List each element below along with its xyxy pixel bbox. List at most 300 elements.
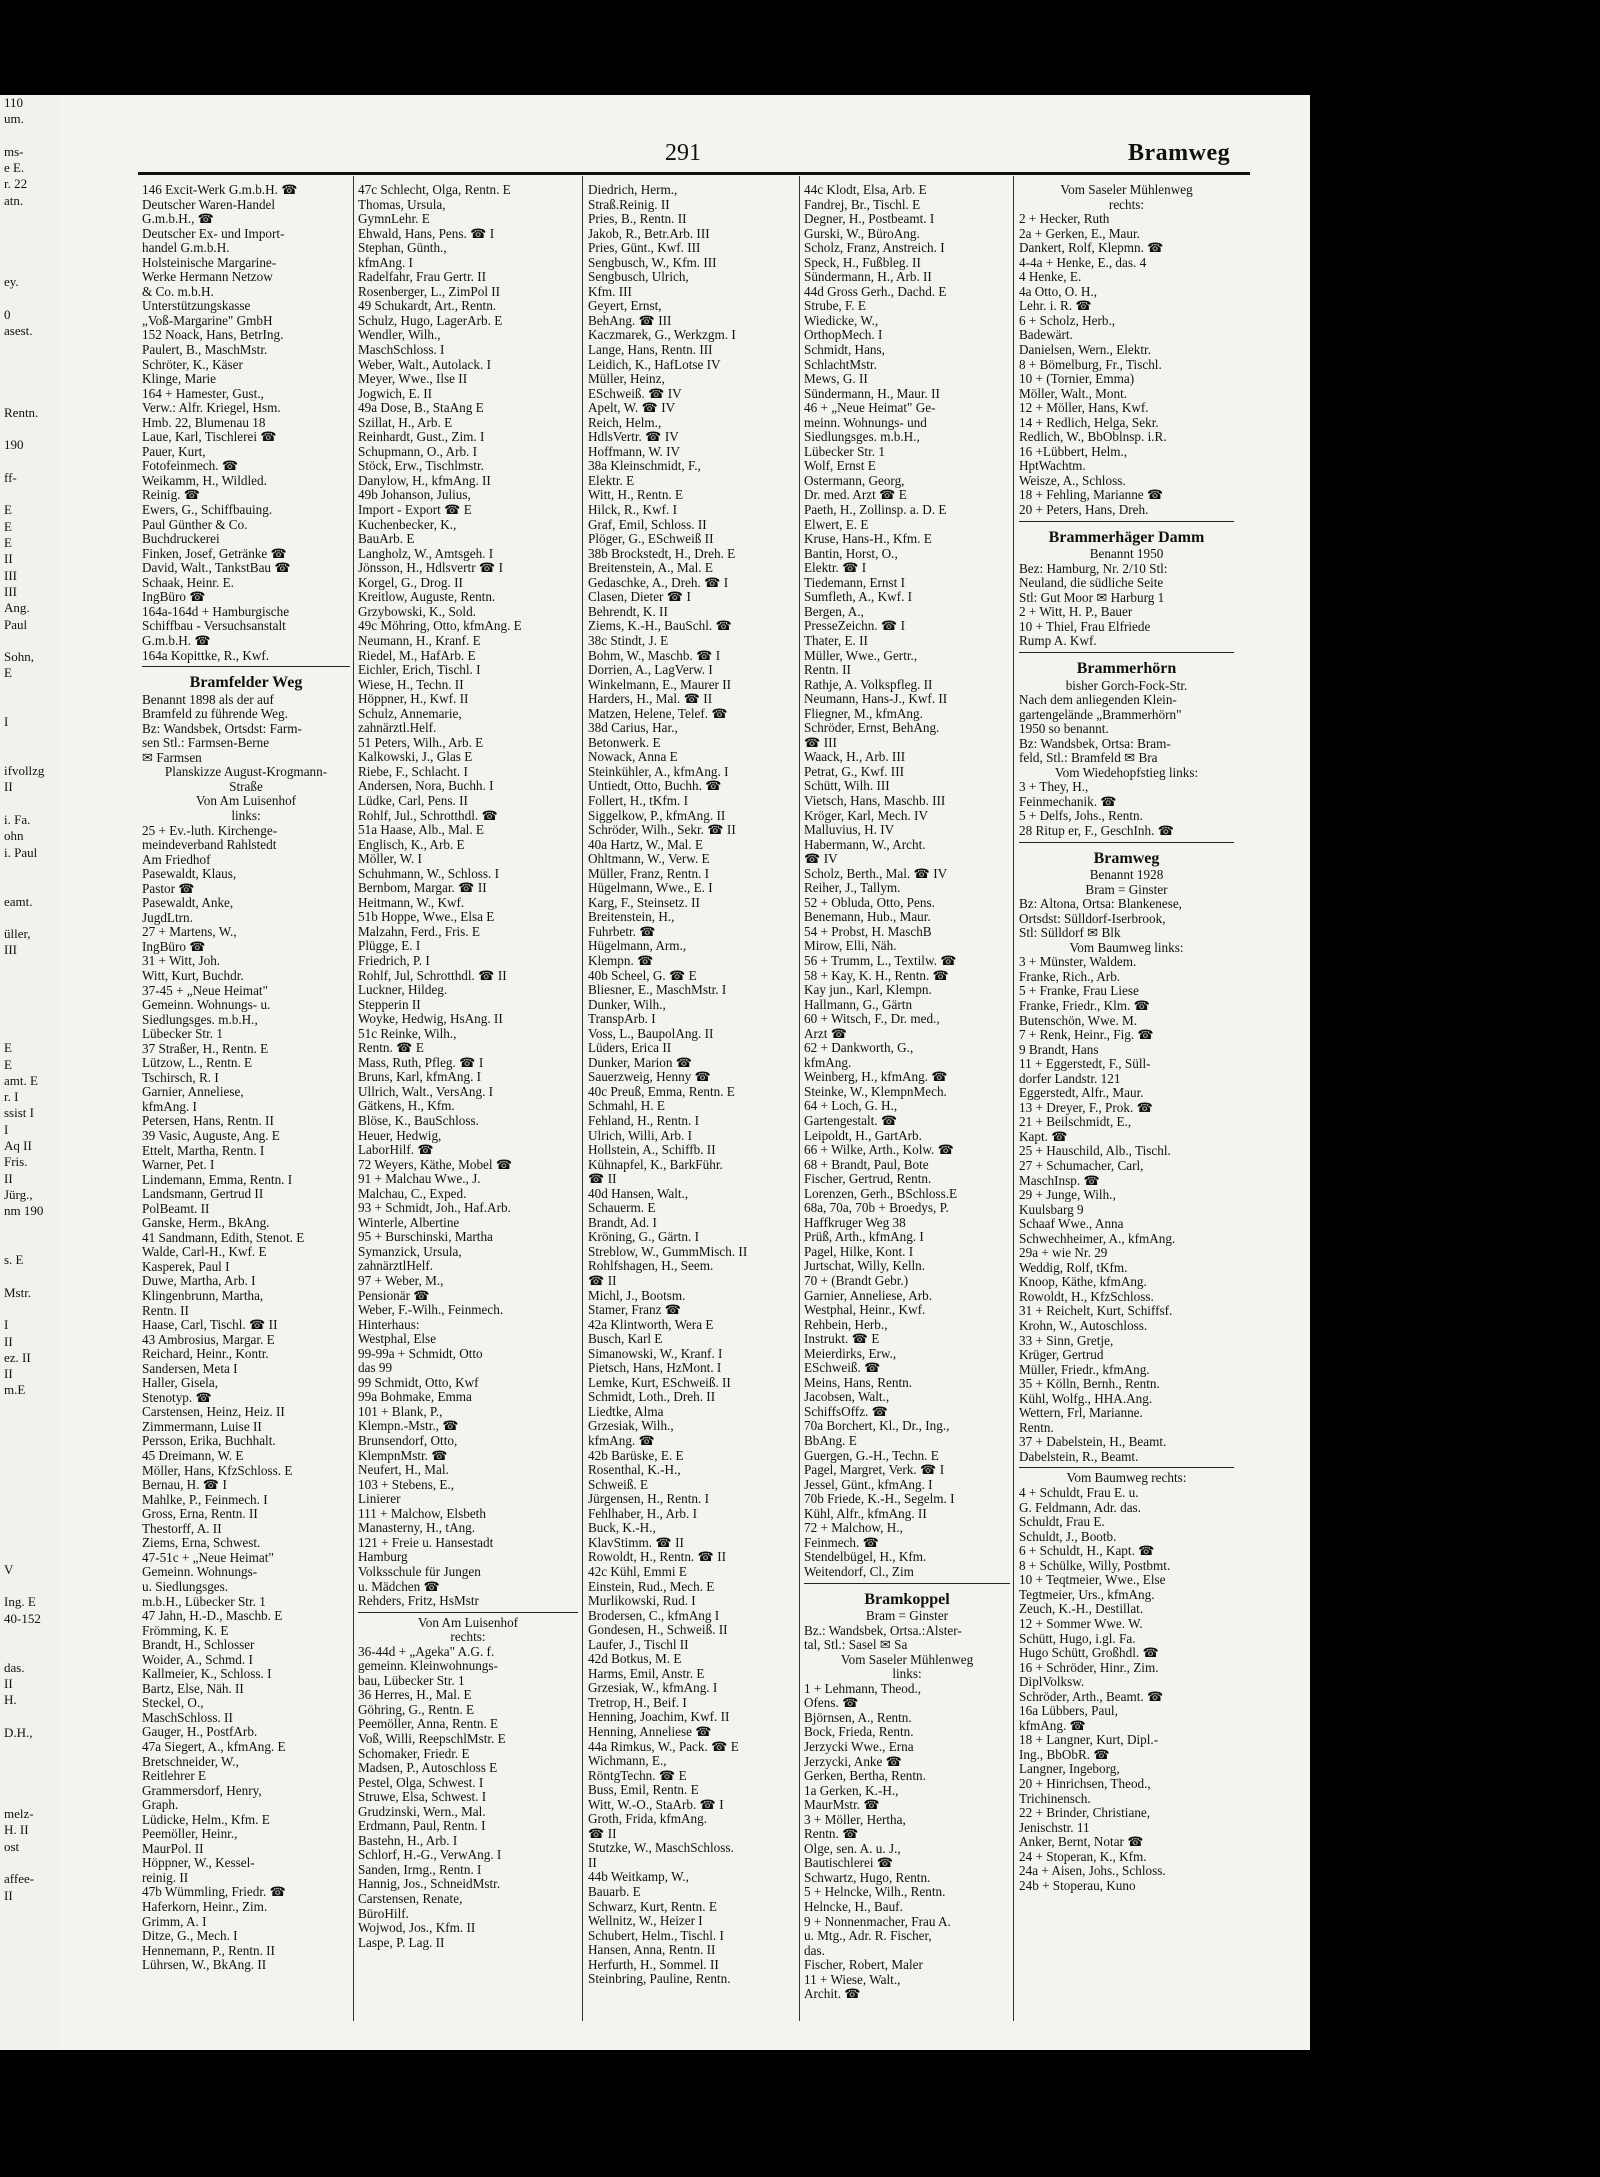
directory-entry: m.b.H., Lübecker Str. 1 (142, 1594, 266, 1609)
directory-entry: DiplVolksw. (1019, 1675, 1085, 1690)
margin-fragment: II (4, 1675, 13, 1691)
directory-entry: Schomaker, Friedr. E (358, 1746, 470, 1761)
directory-entry: Fliegner, M., kfmAng. (804, 706, 923, 721)
directory-entry: 72 Weyers, Käthe, Mobel ☎ (358, 1157, 513, 1172)
directory-entry: KlempnMstr. ☎ (358, 1448, 448, 1463)
directory-entry: IngBüro ☎ (142, 590, 206, 605)
margin-fragment: I (4, 714, 9, 730)
directory-entry: Thater, E. II (804, 633, 868, 648)
directory-entry: Persson, Erika, Buchhalt. (142, 1434, 276, 1449)
directory-entry: 111 + Malchow, Elsbeth (358, 1506, 486, 1521)
directory-entry: Schiffbau - Versuchsanstalt (142, 619, 286, 634)
directory-entry: Hügelmann, Wwe., E. I (588, 881, 713, 896)
directory-entry: Henning, Joachim, Kwf. II (588, 1710, 730, 1725)
directory-entry: 49a Dose, B., StaAng E (358, 401, 484, 416)
directory-entry: 21 + Beilschmidt, E., (1019, 1115, 1132, 1130)
directory-entry: Hoffmann, W. IV (588, 444, 681, 459)
directory-entry: Benannt 1898 als der auf (142, 692, 274, 707)
directory-entry: Stl: Sülldorf ✉ Blk (1019, 926, 1121, 941)
directory-entry: Schulz, Annemarie, (358, 706, 462, 721)
directory-entry: 58 + Kay, K. H., Rentn. ☎ (804, 968, 949, 983)
margin-fragment: Ang. (4, 600, 30, 616)
directory-entry: Haferkorn, Heinr., Zim. (142, 1899, 268, 1914)
column-1 (142, 183, 350, 1973)
directory-entry: 99a Bohmake, Emma (358, 1390, 472, 1405)
directory-entry: das 99 (358, 1361, 393, 1376)
directory-entry: 5 + Franke, Frau Liese (1019, 984, 1139, 999)
directory-entry: Butenschön, Wwe. M. (1019, 1013, 1138, 1028)
directory-entry: Ullrich, Walt., VersAng. I (358, 1084, 494, 1099)
directory-entry: 3 + Münster, Waldem. (1019, 955, 1137, 970)
directory-entry: Zeuch, K.-H., Destillat. (1019, 1602, 1144, 1617)
directory-entry: Stepperin II (358, 997, 421, 1012)
directory-entry: 47b Wümmling, Friedr. ☎ (142, 1885, 287, 1900)
directory-entry: Schröder, Arth., Beamt. ☎ (1019, 1689, 1164, 1704)
street-note: Vom Wiedehopfstieg links: (1054, 765, 1199, 780)
directory-entry: 36 Herres, H., Mal. E (358, 1688, 472, 1703)
street-note: Vom Baumweg rechts: (1066, 1471, 1187, 1486)
directory-entry: 6 + Scholz, Herb., (1019, 313, 1116, 328)
directory-entry: Stenotyp. ☎ (142, 1390, 212, 1405)
margin-fragment: üller, (4, 926, 31, 942)
directory-entry: 27 + Martens, W., (142, 925, 237, 940)
directory-entry: Pasewaldt, Anke, (142, 896, 234, 911)
directory-entry: David, Walt., TankstBau ☎ (142, 561, 291, 576)
directory-entry: Reinhardt, Gust., Zim. I (358, 430, 485, 445)
directory-entry: Schmidt, Loth., Dreh. II (588, 1390, 716, 1405)
directory-entry: 49b Johanson, Julius, (358, 488, 471, 503)
directory-entry: Lützow, L., Rentn. E (142, 1056, 253, 1071)
directory-entry: Paulert, B., MaschMstr. (142, 343, 268, 358)
margin-fragment: nm 190 (4, 1203, 44, 1219)
directory-entry: Pauer, Kurt, (142, 444, 206, 459)
directory-entry: Speck, H., Fußbleg. II (804, 255, 921, 270)
margin-fragment: i. Paul (4, 844, 38, 860)
directory-entry: Bliesner, E., MaschMstr. I (588, 983, 727, 998)
margin-fragment: amt. E (4, 1072, 38, 1088)
directory-entry: 46 + „Neue Heimat" Ge- (804, 401, 936, 416)
margin-fragment: E (4, 665, 12, 681)
directory-entry: OrthopMech. I (804, 328, 883, 343)
directory-entry: Hugo Schütt, Großhdl. ☎ (1019, 1646, 1159, 1661)
directory-entry: Siggelkow, P., kfmAng. II (588, 808, 726, 823)
directory-entry: BbAng. E (804, 1434, 857, 1449)
directory-entry: Erdmann, Paul, Rentn. I (358, 1819, 486, 1834)
directory-entry: Blöse, K., BauSchloss. (358, 1114, 479, 1128)
margin-fragment: E (4, 518, 12, 534)
directory-entry: Buck, K.-H., (588, 1521, 656, 1536)
directory-entry: 10 + Thiel, Frau Elfriede (1019, 619, 1151, 634)
directory-entry: Mews, G. II (804, 372, 868, 387)
directory-entry: Dr. med. Arzt ☎ E (804, 488, 907, 503)
directory-entry: Dunker, Marion ☎ (588, 1055, 693, 1070)
directory-entry: Weisze, A., Schloss. (1019, 473, 1126, 488)
directory-entry: Mirow, Elli, Näh. (804, 939, 897, 954)
directory-entry: Radelfahr, Frau Gertr. II (358, 270, 486, 285)
directory-entry: 25 + Ev.-luth. Kirchenge- (142, 823, 278, 838)
directory-entry: 22 + Brinder, Christiane, (1019, 1806, 1151, 1821)
directory-entry: Woyke, Hedwig, HsAng. II (358, 1012, 503, 1027)
margin-fragment: melz- (4, 1806, 34, 1822)
directory-entry: 16 + Schröder, Hinr., Zim. (1019, 1660, 1159, 1675)
directory-entry: Kröning, G., Gärtn. I (588, 1230, 699, 1245)
directory-entry: Scholz, Berth., Mal. ☎ IV (804, 866, 948, 881)
directory-entry: 25 + Hauschild, Alb., Tischl. (1019, 1144, 1171, 1159)
directory-entry: Westphal, Heinr., Kwf. (804, 1303, 926, 1318)
directory-entry: Hmb. 22, Blumenau 18 (142, 415, 266, 430)
directory-entry: Schuhmann, W., Schloss. I (358, 866, 500, 881)
column-5 (1019, 183, 1234, 1893)
directory-entry: 20 + Peters, Hans, Dreh. (1019, 503, 1149, 518)
directory-entry: Elektr. ☎ I (804, 561, 867, 576)
directory-entry: 93 + Schmidt, Joh., Haf.Arb. (358, 1201, 511, 1216)
directory-entry: Krüger, Gertrud (1019, 1348, 1104, 1363)
directory-entry: ☎ II (588, 1826, 617, 1841)
directory-entry: 121 + Freie u. Hansestadt (358, 1535, 494, 1550)
margin-fragment: III (4, 942, 17, 958)
street-note: Vom Saseler Mühlenweg (1060, 183, 1193, 197)
directory-entry: Wettern, Frl, Marianne. (1019, 1406, 1143, 1421)
directory-entry: 51b Hoppe, Wwe., Elsa E (358, 910, 495, 925)
directory-entry: Leidich, K., HafLotse IV (588, 357, 721, 372)
directory-entry: Jenischstr. 11 (1019, 1820, 1090, 1835)
directory-entry: Sauerzweig, Henny ☎ (588, 1070, 711, 1085)
directory-entry: Schubert, Helm., Tischl. I (588, 1928, 724, 1943)
directory-entry: Lange, Hans, Rentn. III (588, 343, 713, 358)
directory-entry: Gross, Erna, Rentn. II (142, 1507, 258, 1522)
directory-entry: Klempn.-Mstr., ☎ (358, 1419, 459, 1434)
directory-entry: Peemöller, Heinr., (142, 1827, 238, 1842)
directory-entry: ✉ Farmsen (142, 750, 202, 765)
directory-entry: Kuulsbarg 9 (1019, 1202, 1084, 1217)
margin-fragment: das. (4, 1659, 25, 1675)
directory-entry: Müller, Franz, Rentn. I (588, 866, 710, 881)
margin-fragment: affee- (4, 1871, 35, 1887)
column-divider (582, 176, 583, 2021)
directory-entry: Brunsendorf, Otto, (358, 1434, 458, 1449)
directory-entry: Winkelmann, E., Maurer II (588, 677, 732, 692)
directory-entry: BüroHilf. (358, 1906, 409, 1921)
directory-entry: Arzt ☎ (804, 1026, 848, 1041)
directory-entry: Voß, Willi, ReepschlMstr. E (358, 1731, 506, 1746)
directory-entry: 18 + Fehling, Marianne ☎ (1019, 488, 1164, 503)
directory-entry: Import - Export ☎ E (358, 503, 472, 518)
directory-entry: Lemke, Kurt, ESchweiß. II (588, 1375, 731, 1390)
directory-entry: 49c Möhring, Otto, kfmAng. E (358, 619, 522, 634)
directory-entry: Weddig, Rolf, tKfm. (1019, 1260, 1128, 1275)
street-heading: Brammerhörn (1076, 659, 1177, 677)
directory-entry: Lübecker Str. 1 (804, 444, 885, 459)
directory-entry: Paeth, H., Zollinsp. a. D. E (804, 503, 947, 518)
directory-entry: SchlachtMstr. (804, 357, 877, 372)
directory-entry: Ulrich, Willi, Arb. I (588, 1128, 692, 1143)
directory-entry: Dorrien, A., LagVerw. I (588, 663, 713, 678)
directory-entry: Pagel, Margret, Verk. ☎ I (804, 1463, 945, 1478)
directory-entry: Tegtmeier, Urs., kfmAng. (1019, 1587, 1155, 1602)
directory-entry: 44c Klodt, Elsa, Arb. E (804, 183, 927, 197)
directory-entry: Franke, Rich., Arb. (1019, 969, 1121, 984)
directory-entry: Heitmann, W., Kwf. (358, 895, 465, 910)
directory-entry: 31 + Witt, Joh. (142, 954, 221, 969)
directory-entry: Möller, Walt., Mont. (1019, 386, 1128, 401)
page-number: 291 (665, 140, 701, 166)
directory-entry: Jerzycki Wwe., Erna (804, 1739, 914, 1754)
directory-entry: Wiese, H., Techn. II (358, 677, 464, 692)
directory-entry: 103 + Stebens, E., (358, 1477, 455, 1492)
directory-entry: & Co. m.b.H. (142, 284, 214, 299)
directory-entry: Stöck, Erw., Tischlmstr. (358, 459, 484, 474)
directory-entry: 37 Straßer, H., Rentn. E (142, 1041, 269, 1056)
directory-entry: 4a Otto, O. H., (1019, 284, 1098, 299)
directory-entry: Diedrich, Herm., (588, 183, 678, 197)
directory-entry: Haffkruger Weg 38 (804, 1215, 906, 1230)
directory-entry: 2 + Hecker, Ruth (1019, 212, 1110, 227)
directory-entry: Instrukt. ☎ E (804, 1332, 880, 1347)
directory-entry: 4-4a + Henke, E., das. 4 (1019, 255, 1147, 270)
directory-entry: Göhring, G., Rentn. E (358, 1702, 475, 1717)
directory-entry: 62 + Dankworth, G., (804, 1041, 914, 1056)
directory-entry: 12 + Sommer Wwe. W. (1019, 1616, 1143, 1631)
directory-entry: Siedlungsges. m.b.H., (804, 430, 920, 445)
directory-entry: Rentn. II (804, 663, 851, 678)
margin-fragment: i. Fa. (4, 812, 31, 828)
directory-entry: Lüdke, Carl, Pens. II (358, 793, 468, 808)
directory-entry: Einstein, Rud., Mech. E (588, 1579, 715, 1594)
margin-fragment: I (4, 1121, 9, 1137)
directory-entry: Laspe, P. Lag. II (358, 1935, 445, 1950)
directory-entry: Schwartz, Hugo, Rentn. (804, 1870, 931, 1885)
directory-entry: 70a Borchert, Kl., Dr., Ing., (804, 1419, 950, 1434)
directory-entry: 3 + Möller, Hertha, (804, 1812, 906, 1827)
directory-entry: Manasterny, H., tAng. (358, 1521, 476, 1536)
directory-entry: Finken, Josef, Getränke ☎ (142, 546, 287, 561)
directory-entry: 38d Carius, Har., (588, 721, 678, 736)
directory-entry: ESchweiß. ☎ IV (588, 386, 682, 401)
section-rule (1019, 521, 1234, 522)
directory-entry: Kühl, Wolfg., HHA.Ang. (1019, 1391, 1153, 1406)
directory-entry: Malchau, C., Exped. (358, 1186, 467, 1201)
directory-entry: tal, Stl.: Sasel ✉ Sa (804, 1638, 908, 1653)
directory-entry: Ehwald, Hans, Pens. ☎ I (358, 226, 495, 241)
directory-entry: 8 + Schülke, Willy, Postbmt. (1019, 1558, 1171, 1573)
margin-fragment: 40-152 (4, 1610, 41, 1626)
directory-entry: HptWachtm. (1019, 459, 1086, 474)
directory-entry: Kay jun., Karl, Klempn. (804, 983, 932, 998)
directory-entry: Lübecker Str. 1 (142, 1027, 223, 1042)
margin-fragment: e E. (4, 160, 25, 176)
directory-entry: Jürgensen, H., Rentn. I (588, 1492, 709, 1507)
directory-entry: 4 Henke, E. (1019, 270, 1082, 285)
directory-entry: Archit. ☎ (804, 1987, 861, 2002)
directory-entry: Weikamm, H., Wildled. (142, 473, 267, 488)
directory-entry: Madsen, P., Autoschloss E (358, 1761, 498, 1776)
directory-entry: 44d Gross Gerh., Dachd. E (804, 284, 947, 299)
directory-entry: 31 + Reichelt, Kurt, Schiffsf. (1019, 1304, 1173, 1319)
directory-entry: Grammersdorf, Henry, (142, 1783, 262, 1798)
directory-entry: Sündermann, H., Maur. II (804, 386, 940, 401)
directory-entry: Verw.: Alfr. Kriegel, Hsm. (142, 401, 281, 416)
directory-entry: Scholz, Franz, Anstreich. I (804, 241, 945, 256)
directory-entry: MaurPol. II (142, 1841, 204, 1856)
directory-entry: Weber, Walt., Autolack. I (358, 357, 491, 372)
directory-entry: 28 Ritup er, F., GeschInh. ☎ (1019, 823, 1175, 838)
directory-entry: Langner, Ingeborg, (1019, 1762, 1120, 1777)
directory-entry: Andersen, Nora, Buchh. I (358, 779, 494, 794)
margin-fragment: III (4, 567, 17, 583)
directory-entry: Pries, B., Rentn. II (588, 212, 687, 227)
margin-fragment: r. 22 (4, 176, 28, 192)
directory-entry: Badewärt. (1019, 328, 1073, 343)
directory-entry: Fuhrbetr. ☎ (588, 924, 656, 939)
directory-entry: Schauerm. E (588, 1201, 656, 1216)
directory-entry: IngBüro ☎ (142, 939, 206, 954)
directory-entry: Werke Hermann Netzow (142, 270, 273, 285)
directory-entry: 146 Excit-Werk G.m.b.H. ☎ (142, 183, 298, 197)
directory-entry: Strube, F. E (804, 299, 866, 314)
directory-entry: Rentn. ☎ (804, 1827, 859, 1842)
directory-entry: Dankert, Rolf, Klepmn. ☎ (1019, 241, 1164, 256)
street-note: Von Am Luisenhof (195, 794, 297, 809)
directory-entry: 64 + Loch, G. H., (804, 1099, 898, 1114)
directory-entry: Garnier, Anneliese, Arb. (804, 1288, 933, 1303)
directory-entry: 14 + Redlich, Helga, Sekr. (1019, 415, 1159, 430)
directory-entry: Plöger, G., ESchweiß II (588, 532, 714, 547)
margin-fragment: II (4, 779, 13, 795)
directory-entry: Knoop, Käthe, kfmAng. (1019, 1275, 1147, 1290)
directory-entry: Waack, H., Arb. III (804, 750, 906, 765)
directory-entry: Rentn. II (142, 1303, 189, 1318)
directory-entry: 11 + Eggerstedt, F., Süll- (1019, 1057, 1151, 1072)
directory-entry: Gauger, H., PostfArb. (142, 1725, 258, 1740)
directory-entry: Laufer, J., Tischl II (588, 1637, 689, 1652)
directory-entry: Wichmann, E., (588, 1754, 667, 1769)
directory-entry: Pasewaldt, Klaus, (142, 867, 237, 882)
directory-entry: Breitenstein, H., (588, 910, 675, 925)
directory-entry: Unterstützungskasse (142, 299, 251, 314)
directory-entry: Redlich, W., BbOblnsp. i.R. (1019, 430, 1167, 445)
directory-entry: Ganske, Herm., BkAng. (142, 1216, 270, 1231)
directory-entry: Sumfleth, A., Kwf. I (804, 590, 913, 605)
directory-entry: Weinberg, H., kfmAng. ☎ (804, 1070, 948, 1085)
directory-entry: Langholz, W., Amtsgeh. I (358, 546, 494, 561)
directory-entry: Riebe, F., Schlacht. I (358, 764, 468, 779)
directory-entry: Neumann, H., Kranf. E (358, 633, 481, 648)
directory-entry: Geyert, Ernst, (588, 299, 662, 314)
street-note: Bram = Ginster (1085, 882, 1168, 897)
directory-entry: ☎ III (804, 735, 837, 750)
directory-entry: Hinterhaus: (358, 1317, 420, 1332)
directory-entry: Kühl, Alfr., kfmAng. II (804, 1506, 927, 1521)
directory-entry: Pensionär ☎ (358, 1288, 430, 1303)
directory-entry: Pagel, Hilke, Kont. I (804, 1244, 914, 1259)
directory-entry: Kaczmarek, G., Werkzgm. I (588, 328, 736, 343)
directory-entry: Clasen, Dieter ☎ I (588, 590, 691, 605)
directory-entry: Degner, H., Postbeamt. I (804, 212, 935, 227)
directory-entry: kfmAng. ☎ (1019, 1718, 1086, 1733)
directory-entry: PresseZeichn. ☎ I (804, 619, 906, 634)
directory-entry: Kfm. III (588, 284, 632, 299)
directory-entry: Brandt, Ad. I (588, 1215, 657, 1230)
directory-entry: Rentn. ☎ E (358, 1041, 424, 1056)
directory-entry: 44b Weitkamp, W., (588, 1870, 689, 1885)
directory-entry: Rowoldt, H., Rentn. ☎ II (588, 1550, 727, 1565)
margin-fragment: ff- (4, 469, 17, 485)
margin-fragment: Aq II (4, 1138, 32, 1153)
directory-entry: Pestel, Olga, Schwest. I (358, 1775, 484, 1790)
directory-entry: Rehbein, Herb., (804, 1317, 888, 1332)
directory-entry: Bergen, A., (804, 604, 864, 619)
margin-fragment: m.E (4, 1382, 26, 1398)
directory-entry: Ohltmann, W., Verw. E (588, 852, 710, 867)
directory-entry: 7 + Renk, Heinr., Fig. ☎ (1019, 1028, 1154, 1043)
directory-entry: reinig. II (142, 1870, 189, 1885)
directory-entry: Elwert, E. E (804, 517, 869, 532)
directory-entry: 152 Noack, Hans, BetrIng. (142, 328, 284, 343)
directory-entry: Dabelstein, R., Beamt. (1019, 1449, 1139, 1464)
directory-entry: Graph. (142, 1798, 179, 1813)
directory-entry: Meyer, Wwe., Ilse II (358, 372, 468, 387)
directory-entry: 8 + Bömelburg, Fr., Tischl. (1019, 357, 1162, 372)
directory-entry: Malluvius, H. IV (804, 823, 895, 838)
directory-entry: 12 + Möller, Hans, Kwf. (1019, 401, 1149, 416)
directory-entry: Schulz, Hugo, LagerArb. E (358, 313, 503, 328)
directory-entry: Olge, sen. A. u. J., (804, 1841, 901, 1856)
directory-entry: Ziems, K.-H., BauSchl. ☎ (588, 619, 732, 634)
directory-entry: Duwe, Martha, Arb. I (142, 1274, 256, 1289)
directory-entry: BauArb. E (358, 532, 415, 547)
directory-entry: Pries, Günt., Kwf. III (588, 241, 701, 256)
directory-entry: Brodersen, C., kfmAng I (588, 1608, 720, 1623)
directory-entry: Streblow, W., GummMisch. II (588, 1244, 748, 1259)
margin-fragment: 190 (4, 437, 24, 453)
column-divider (1013, 176, 1014, 2021)
directory-entry: Nowack, Anna E (588, 750, 678, 765)
directory-entry: Klinge, Marie (142, 372, 216, 387)
directory-entry: Elektr. E (588, 473, 635, 488)
directory-entry: Bz.: Wandsbek, Ortsa.:Alster- (804, 1623, 962, 1638)
directory-entry: Breitenstein, A., Mal. E (588, 561, 713, 576)
directory-entry: Schweiß. E (588, 1477, 649, 1492)
column-3 (588, 183, 796, 1987)
directory-entry: Symanzick, Ursula, (358, 1244, 462, 1259)
directory-entry: Grzybowski, K., Sold. (358, 604, 476, 619)
directory-entry: Fischer, Gertrud, Rentn. (804, 1172, 932, 1187)
directory-entry: Petersen, Hans, Rentn. II (142, 1114, 274, 1129)
directory-entry: Wendler, Wilh., (358, 328, 441, 343)
running-head: Bramweg (1128, 140, 1231, 166)
street-note: Straße (229, 779, 263, 794)
directory-entry: handel G.m.b.H. (142, 241, 230, 256)
directory-entry: Bruns, Karl, kfmAng. I (358, 1070, 482, 1085)
directory-entry: Straß.Reinig. II (588, 197, 670, 212)
directory-entry: Fischer, Robert, Maler (804, 1958, 923, 1973)
column-divider (353, 176, 354, 2021)
directory-entry: Anker, Bernt, Notar ☎ (1019, 1835, 1144, 1850)
directory-entry: 35 + Kölln, Bernh., Rentn. (1019, 1377, 1160, 1392)
directory-entry: 2a + Gerken, E., Maur. (1019, 226, 1140, 241)
directory-entry: Neumann, Hans-J., Kwf. II (804, 692, 948, 707)
directory-entry: Ing., BbObR. ☎ (1019, 1747, 1110, 1762)
directory-entry: KlavStimm. ☎ II (588, 1535, 684, 1550)
directory-entry: 95 + Burschinski, Martha (358, 1230, 493, 1245)
directory-entry: 33 + Sinn, Gretje, (1019, 1333, 1114, 1348)
directory-entry: Hallmann, G., Gärtn (804, 997, 913, 1012)
street-note: Benannt 1950 (1089, 547, 1164, 562)
directory-entry: Feinmechanik. ☎ (1019, 794, 1117, 809)
directory-entry: Weber, F.-Wilh., Feinmech. (358, 1303, 504, 1318)
directory-entry: Ditze, G., Mech. I (142, 1929, 238, 1944)
directory-entry: 72 + Malchow, H., (804, 1521, 903, 1536)
